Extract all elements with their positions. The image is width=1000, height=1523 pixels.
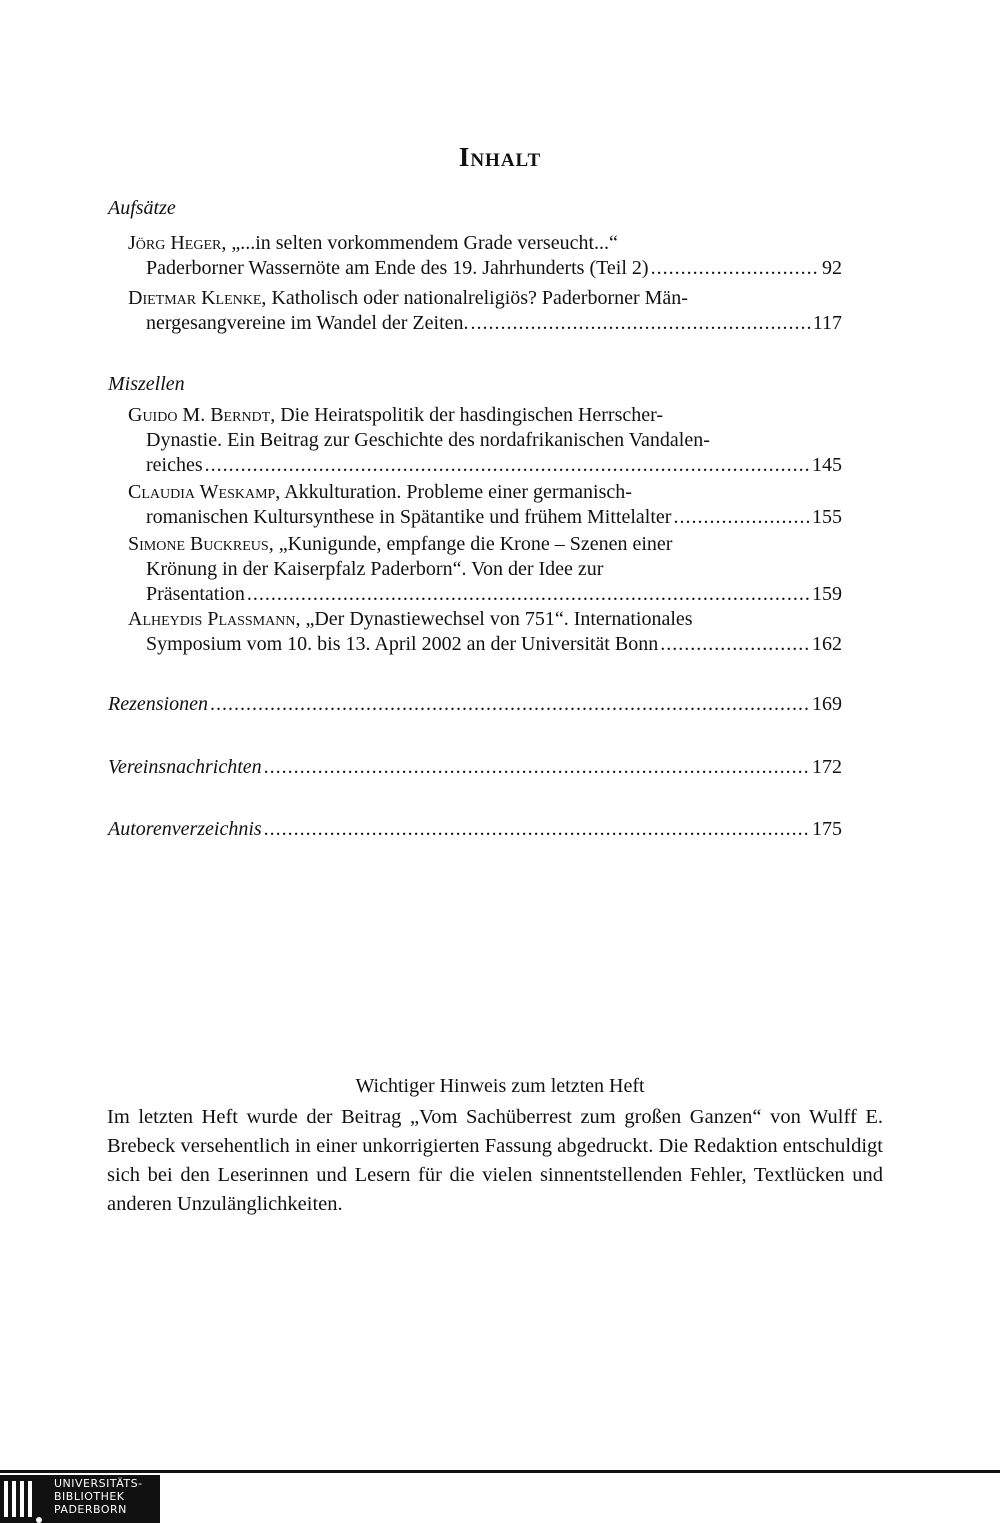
section-heading-miszellen: Miszellen [108, 373, 185, 395]
dot-leader [264, 818, 810, 841]
toc-entry-klenke[interactable] [128, 286, 842, 336]
toc-entry-weskamp[interactable] [128, 480, 842, 530]
entry-author: Dietmar Klenke, [128, 287, 267, 309]
notice-title: Wichtiger Hinweis zum letzten Heft [355, 1075, 645, 1097]
dot-leader [651, 256, 820, 281]
toc-entry-plassmann[interactable] [128, 607, 842, 657]
entry-title: „Kunigunde, empfange die Krone – Szenen einer [273, 533, 673, 555]
toc-entry-rezensionen[interactable] [108, 693, 842, 716]
entry-author: Guido M. Berndt, [128, 404, 276, 426]
footer-rule [0, 1470, 1000, 1473]
logo-line-2: BIBLIOTHEK [54, 1490, 125, 1503]
dot-leader [210, 693, 810, 716]
entry-subtitle-cont: Präsentation [146, 583, 245, 605]
section-heading-vereinsnachrichten: Vereinsnachrichten [108, 756, 262, 778]
entry-page: 145 [812, 454, 842, 476]
dot-leader [205, 453, 810, 478]
dot-leader [673, 505, 810, 530]
entry-page: 172 [812, 756, 842, 778]
section-heading-rezensionen: Rezensionen [108, 693, 208, 715]
entry-title: Akkulturation. Probleme einer germanisch- [280, 481, 632, 503]
entry-author: Claudia Weskamp, [128, 481, 281, 503]
page-title: Inhalt [458, 142, 542, 172]
entry-page: 155 [812, 506, 842, 528]
section-heading-aufsaetze: Aufsätze [108, 197, 176, 219]
dot-leader [471, 311, 811, 336]
toc-entry-vereinsnachrichten[interactable] [108, 756, 842, 779]
dot-leader [264, 756, 810, 779]
entry-subtitle: Krönung in der Kaiserpfalz Paderborn“. Von der Idee zur [146, 558, 604, 580]
entry-subtitle: Symposium vom 10. bis 13. April 2002 an der Universität Bonn [146, 633, 659, 655]
entry-subtitle-cont: reiches [146, 454, 203, 476]
logo-line-3: PADERBORN [54, 1503, 127, 1516]
entry-title: „...in selten vorkommendem Grade verseucht...“ [226, 232, 618, 254]
entry-page: 169 [812, 693, 842, 715]
notice-body: Im letzten Heft wurde der Beitrag „Vom Sachüberrest zum großen Ganzen“ von Wulff E. Brebeck versehentlich in einer unkorrigierten Fassung abgedruckt. Die Redaktion entschuldigt sich bei den Leserinnen und Lesern für die vielen sinnentstellenden Fehler, Textlücken und anderen Unzulänglichkeiten. [107, 1106, 883, 1215]
logo-text [54, 1477, 143, 1516]
entry-subtitle: nergesangvereine im Wandel der Zeiten. [146, 312, 469, 334]
logo-line-1: UNIVERSITÄTS- [54, 1477, 143, 1490]
entry-page: 162 [812, 633, 842, 655]
entry-author: Simone Buckreus, [128, 533, 274, 555]
entry-page: 175 [812, 818, 842, 840]
entry-page: 117 [812, 312, 842, 334]
entry-title: Die Heiratspolitik der hasdingischen Herrscher- [275, 404, 664, 426]
toc-entry-buckreus[interactable] [128, 532, 842, 607]
logo-dot-icon [36, 1517, 42, 1523]
entry-page: 159 [812, 583, 842, 605]
entry-subtitle: romanischen Kultursynthese in Spätantike und frühem Mittelalter [146, 506, 672, 528]
entry-page: 92 [822, 257, 842, 279]
dot-leader [660, 632, 810, 657]
entry-author: Jörg Heger, [128, 232, 227, 254]
library-logo [0, 1475, 160, 1523]
entry-title: „Der Dynastiewechsel von 751“. Internationales [300, 608, 693, 630]
entry-author: Alheydis Plassmann, [128, 608, 301, 630]
logo-bars-icon [4, 1481, 32, 1517]
toc-entry-berndt[interactable] [128, 403, 842, 478]
section-heading-autorenverzeichnis: Autorenverzeichnis [108, 818, 262, 840]
toc-entry-autorenverzeichnis[interactable] [108, 818, 842, 841]
entry-subtitle: Dynastie. Ein Beitrag zur Geschichte des nordafrikanischen Vandalen- [146, 429, 710, 451]
dot-leader [247, 582, 810, 607]
entry-subtitle: Paderborner Wassernöte am Ende des 19. Jahrhunderts (Teil 2) [146, 257, 649, 279]
entry-title: Katholisch oder nationalreligiös? Paderborner Män- [266, 287, 688, 309]
toc-entry-heger[interactable] [128, 231, 842, 281]
